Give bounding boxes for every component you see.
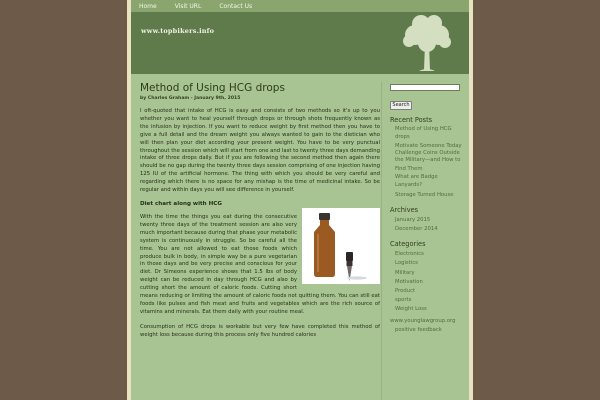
recent-post-link[interactable]: What are Badge: [395, 174, 438, 181]
recent-post-link[interactable]: Challenge Coins Outside: [395, 150, 460, 157]
post-paragraph-1: I oft-quoted that intake of HCG is easy and consists of two methods so it's up to you whether you want to heal yourself through drops or through shots frequently known as the infusion by injection. If you want to reduce weight by first method then you have to give a full detail and the dream weight you always wanted to gain to the dietician who will then plan your diet according your present weight. You have to be very punctual throughout the session which will start from one and last to twenty three days demanding intake of three drops daily. But if you are following the second method then again there should be no gap during the twenty three days session comprising of one injection having 125 IU of the artificial hormone. The thing with which you should be very careful and regarding which there is no space for any mishap is the time of medicinal intake. So be regular and within days you will see difference in yourself.: [140, 108, 380, 194]
nav-contact-us[interactable]: Contact Us: [219, 2, 253, 10]
external-link[interactable]: www.younglawgroup.org: [390, 317, 456, 324]
search-input[interactable]: [390, 84, 460, 91]
recent-post-link[interactable]: Storage Turned House: [395, 191, 454, 198]
category-link[interactable]: Product: [395, 288, 416, 295]
category-link[interactable]: Logistics: [395, 260, 418, 267]
search-button[interactable]: Search: [390, 101, 412, 110]
post-title[interactable]: Method of Using HCG drops: [140, 82, 285, 94]
post: [140, 82, 380, 400]
dropper-bottle-image: [302, 208, 380, 284]
recent-posts-list: [390, 126, 470, 200]
category-link[interactable]: Motivation: [395, 278, 423, 285]
archives-heading: Archives: [390, 205, 419, 214]
recent-post-link[interactable]: the Military—and How to: [395, 157, 461, 164]
recent-post-link[interactable]: Lanyards?: [395, 182, 422, 189]
nav-visit-url[interactable]: Visit URL: [174, 2, 202, 10]
external-link[interactable]: positive feedback: [395, 326, 442, 333]
page: [131, 0, 469, 400]
categories-list: [390, 250, 470, 314]
recent-post-link[interactable]: Method of Using HCG: [395, 126, 452, 132]
recent-posts-heading: Recent Posts: [390, 116, 433, 124]
post-paragraph-3: Consumption of HCG drops is workable but very few have completed this method of weight loss because during this process only five hundred calories: [140, 323, 380, 338]
post-subheading: Diet chart along with HCG: [140, 200, 222, 207]
extra-links-list: [390, 317, 470, 335]
post-paragraph-2: With the time the things you eat during the consecutive twenty three days of the treatment session are also very much important because during that phase your metabolic system is continuously in struggle. So be careful all the time. You are not allowed to eat those foods which produce bulk in body, in simple way be a pure vegetarian in those days and be very precise and conscious for your diet. Dr Simeons experience shows that 1.5 lbs of body weight can be reduced in day through HCG and also by cutting short the amount of caloric foods. Cutting short means reducing or limiting the amount of caloric foods not quitting them. You can still eat foods like pulses and fish meat and fruits and vegetables which are the rich source of vitamins and minerals. Eat them daily with your routine meal.: [140, 213, 380, 315]
category-link[interactable]: Military: [395, 269, 415, 276]
category-link[interactable]: Electronics: [395, 251, 424, 258]
top-nav: [131, 0, 469, 12]
category-link[interactable]: sports: [395, 297, 412, 304]
archives-list: [390, 216, 470, 234]
archive-link[interactable]: January 2015: [395, 216, 431, 223]
header: [131, 12, 469, 74]
post-byline: by Charles Graham - January 9th, 2015: [140, 96, 241, 101]
site-title[interactable]: www.topbikers.info: [141, 27, 215, 35]
dropper-bottle-icon: [302, 208, 380, 284]
archive-link[interactable]: December 2014: [395, 226, 438, 233]
recent-post-link[interactable]: Motivate Someone Today: [395, 142, 462, 149]
recent-post-link[interactable]: Find Them: [395, 165, 423, 172]
tree-icon: [399, 14, 455, 72]
category-link[interactable]: Weight Loss: [395, 306, 427, 313]
sidebar: [390, 84, 470, 335]
recent-post-link[interactable]: drops: [395, 134, 410, 141]
column-divider: [381, 82, 382, 400]
categories-heading: Categories: [390, 240, 426, 249]
nav-home[interactable]: Home: [139, 2, 157, 10]
